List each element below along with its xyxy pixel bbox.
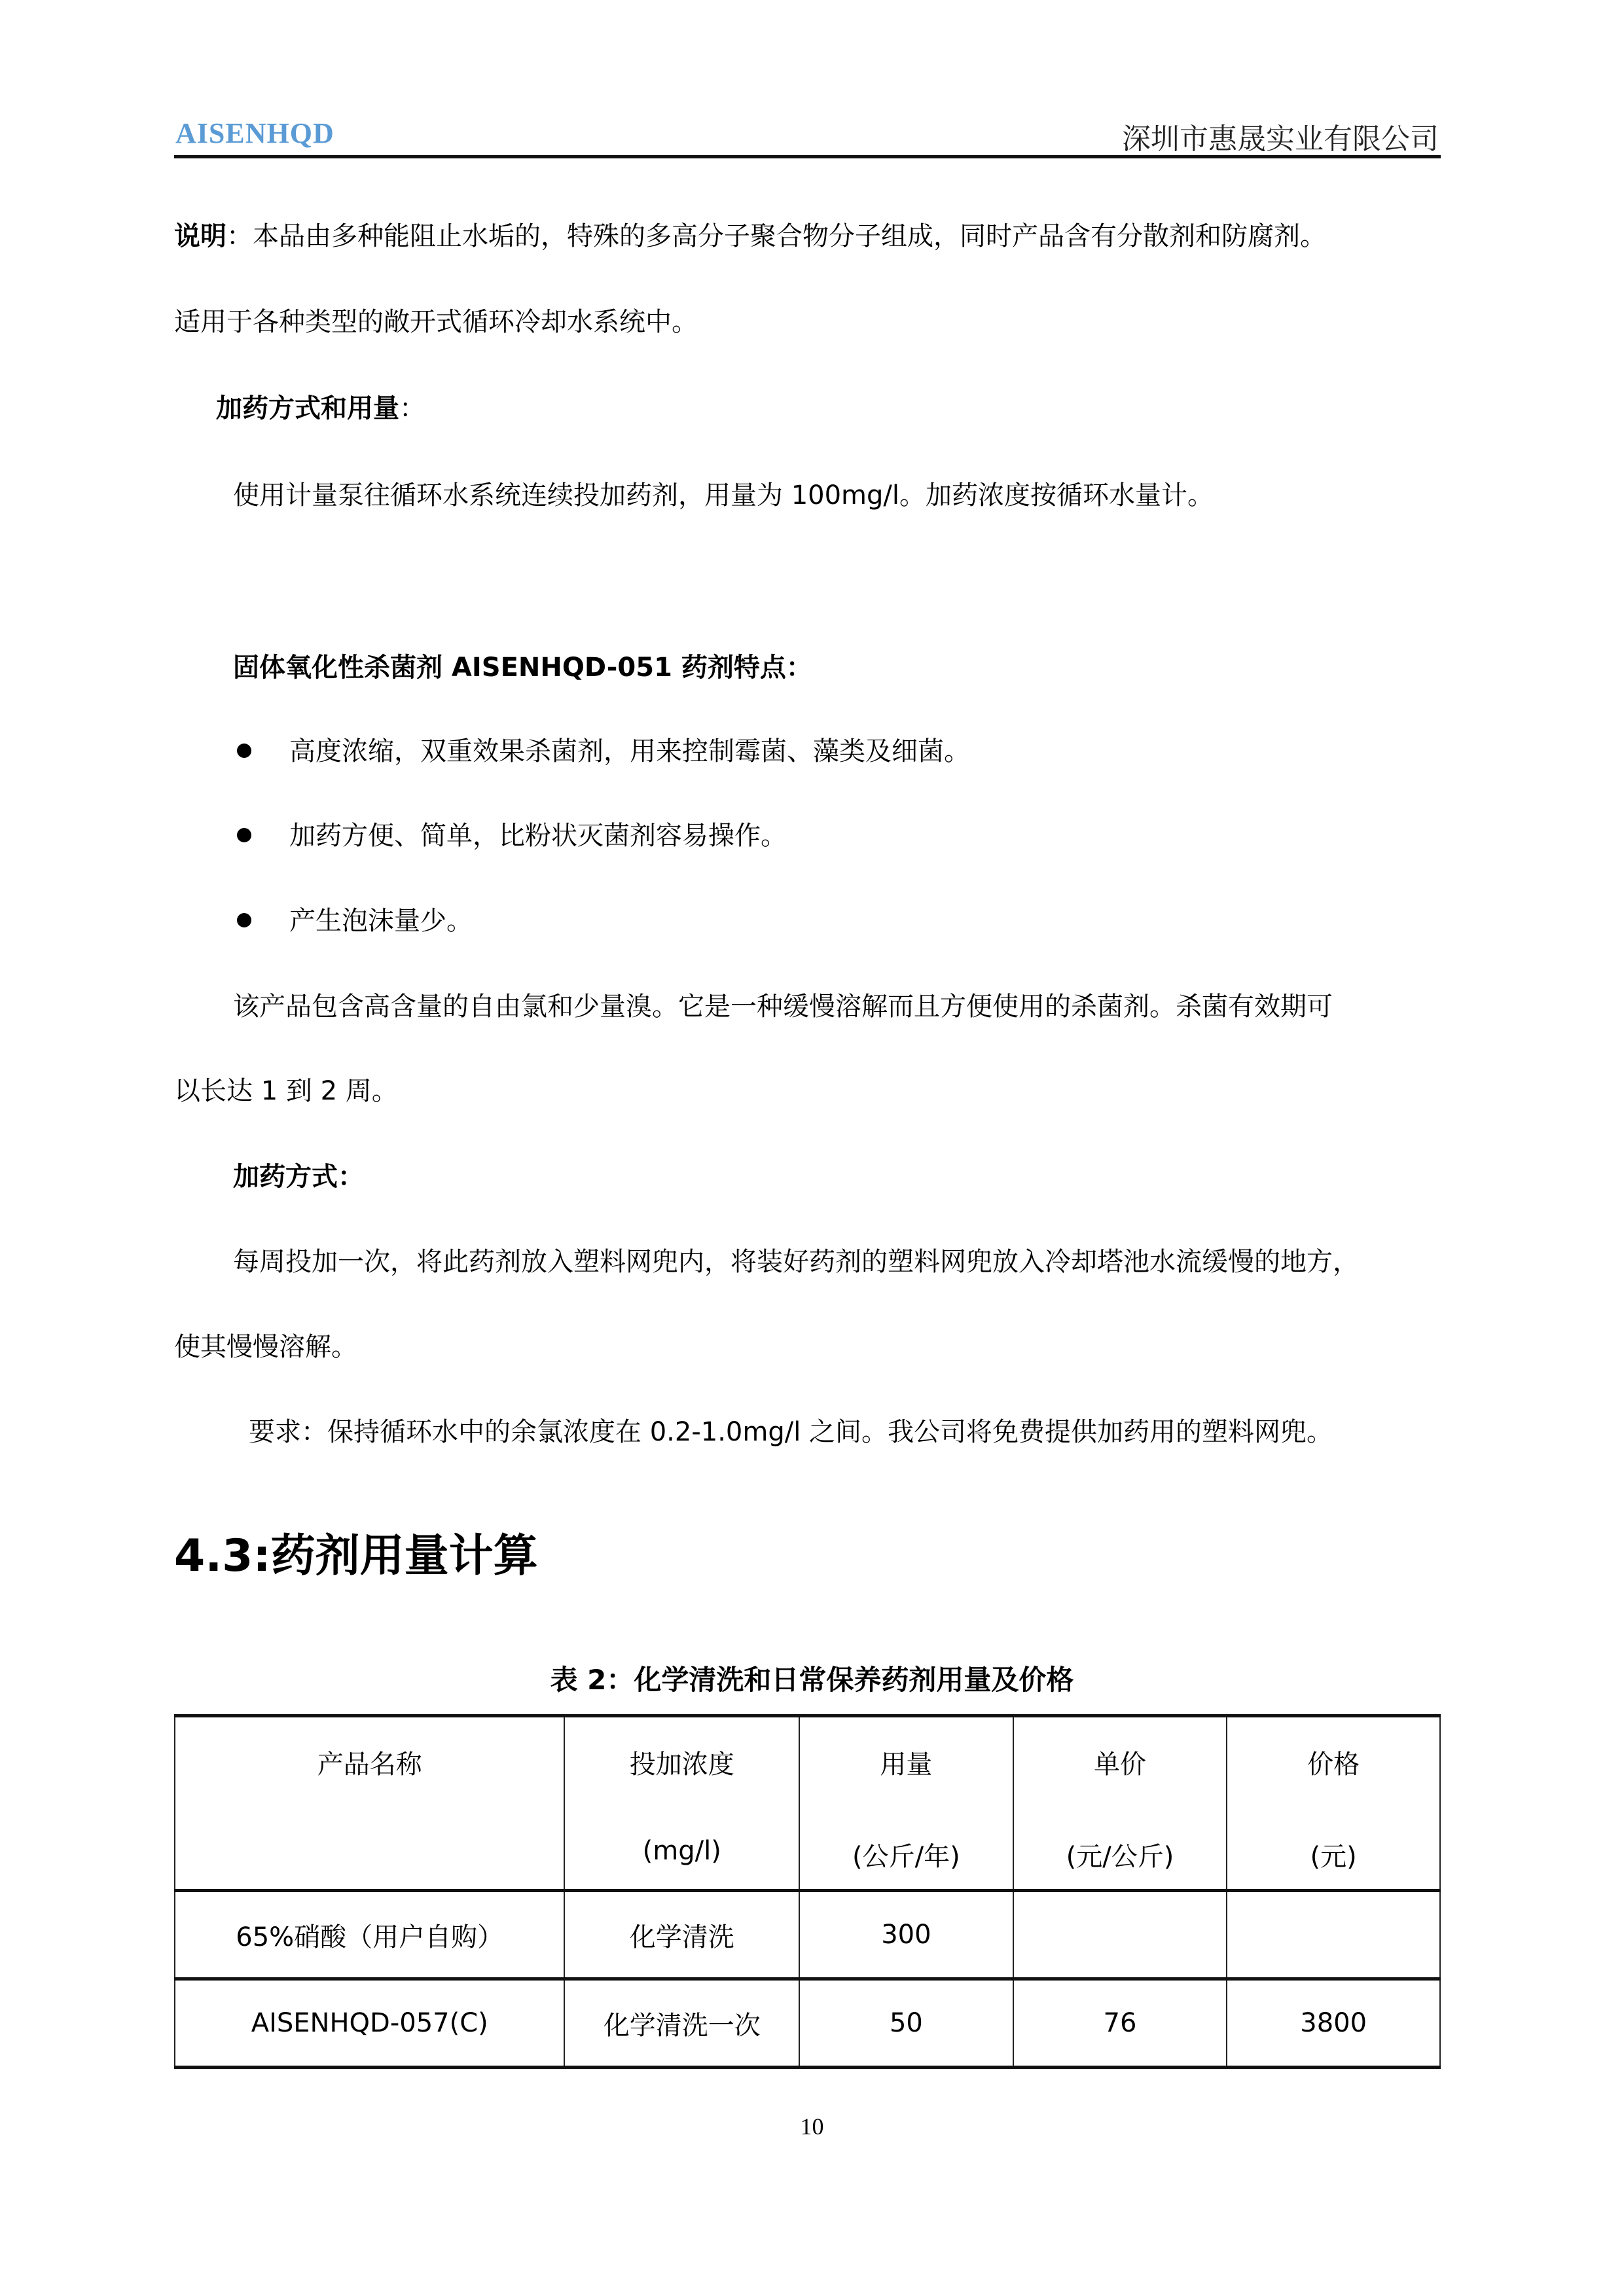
section-title: 4.3:药剂用量计算 (174, 1530, 538, 1582)
dosing-heading: 加药方式和用量 (216, 393, 399, 423)
table-cell-unit-price (1013, 1891, 1227, 1979)
table-cell-concentration: 化学清洗 (564, 1891, 799, 1979)
table-cell-usage: 50 (799, 1979, 1013, 2068)
page-number: 10 (800, 2113, 824, 2140)
dosing-heading-row (216, 393, 425, 424)
table-cell-product: 65%硝酸（用户自购） (175, 1891, 564, 1979)
table-cell-usage: 300 (799, 1891, 1013, 1979)
table-header-cell (1013, 1716, 1227, 1891)
intro-line-2: 适用于各种类型的敞开式循环冷却水系统中。 (174, 307, 698, 337)
table-header-cell (1227, 1716, 1440, 1891)
requirement-text: 要求：保持循环水中的余氯浓度在 0.2-1.0mg/l 之间。我公司将免费提供加药用的塑料网兜。 (249, 1417, 1333, 1447)
header-company-name: 深圳市惠晟实业有限公司 (1122, 123, 1439, 155)
table-caption: 表 2：化学清洗和日常保养药剂用量及价格 (550, 1664, 1074, 1696)
header-unit-price: 单价 (1094, 1749, 1146, 1780)
table-header-cell (799, 1716, 1013, 1891)
header-concentration-unit: (mg/l) (642, 1836, 721, 1866)
header-price: 价格 (1307, 1749, 1360, 1780)
method-line-1: 每周投加一次，将此药剂放入塑料网兜内，将装好药剂的塑料网兜放入冷却塔池水流缓慢的地方， (233, 1247, 1359, 1277)
intro-paragraph (174, 221, 1326, 252)
method-line-2: 使其慢慢溶解。 (174, 1332, 357, 1362)
table-cell-unit-price: 76 (1013, 1979, 1227, 2068)
bullet-icon (237, 913, 251, 927)
bullet-icon (237, 744, 251, 758)
header-usage-unit: (公斤/年) (852, 1842, 960, 1872)
header-unit-price-unit: (元/公斤) (1066, 1842, 1174, 1872)
biocide-description-line-1: 该产品包含高含量的自由氯和少量溴。它是一种缓慢溶解而且方便使用的杀菌剂。杀菌有效期可 (233, 992, 1333, 1022)
table-header-cell (175, 1716, 564, 1891)
bullet-item: 加药方便、简单，比粉状灭菌剂容易操作。 (289, 821, 787, 851)
dosing-heading-colon: ： (399, 393, 425, 423)
header-price-unit: (元) (1310, 1842, 1357, 1872)
header-divider (174, 155, 1441, 158)
intro-line-1: ：本品由多种能阻止水垢的，特殊的多高分子聚合物分子组成，同时产品含有分散剂和防腐剂。 (226, 221, 1326, 251)
bullet-icon (237, 828, 251, 842)
biocide-heading: 固体氧化性杀菌剂 AISENHQD-051 药剂特点： (233, 653, 812, 683)
header-concentration: 投加浓度 (629, 1749, 734, 1780)
bullet-item: 高度浓缩，双重效果杀菌剂，用来控制霉菌、藻类及细菌。 (289, 736, 970, 766)
header-usage: 用量 (880, 1749, 933, 1780)
dosing-text: 使用计量泵往循环水系统连续投加药剂，用量为 100mg/l。加药浓度按循环水量计。 (233, 480, 1214, 511)
intro-label: 说明 (174, 221, 226, 251)
biocide-description-line-2: 以长达 1 到 2 周。 (174, 1076, 398, 1106)
price-table (174, 1714, 1441, 2069)
method-heading: 加药方式： (233, 1162, 364, 1192)
table-header-row (175, 1716, 1440, 1891)
table-cell-product: AISENHQD-057(C) (175, 1979, 564, 2068)
bullet-item: 产生泡沫量少。 (289, 906, 473, 936)
table-row (175, 1891, 1440, 1979)
table-cell-concentration: 化学清洗一次 (564, 1979, 799, 2068)
table-cell-price (1227, 1891, 1440, 1979)
header-product-name: 产品名称 (317, 1749, 422, 1780)
table-row (175, 1979, 1440, 2068)
header-logo: AISENHQD (175, 117, 334, 149)
table-header-cell (564, 1716, 799, 1891)
table-cell-price: 3800 (1227, 1979, 1440, 2068)
